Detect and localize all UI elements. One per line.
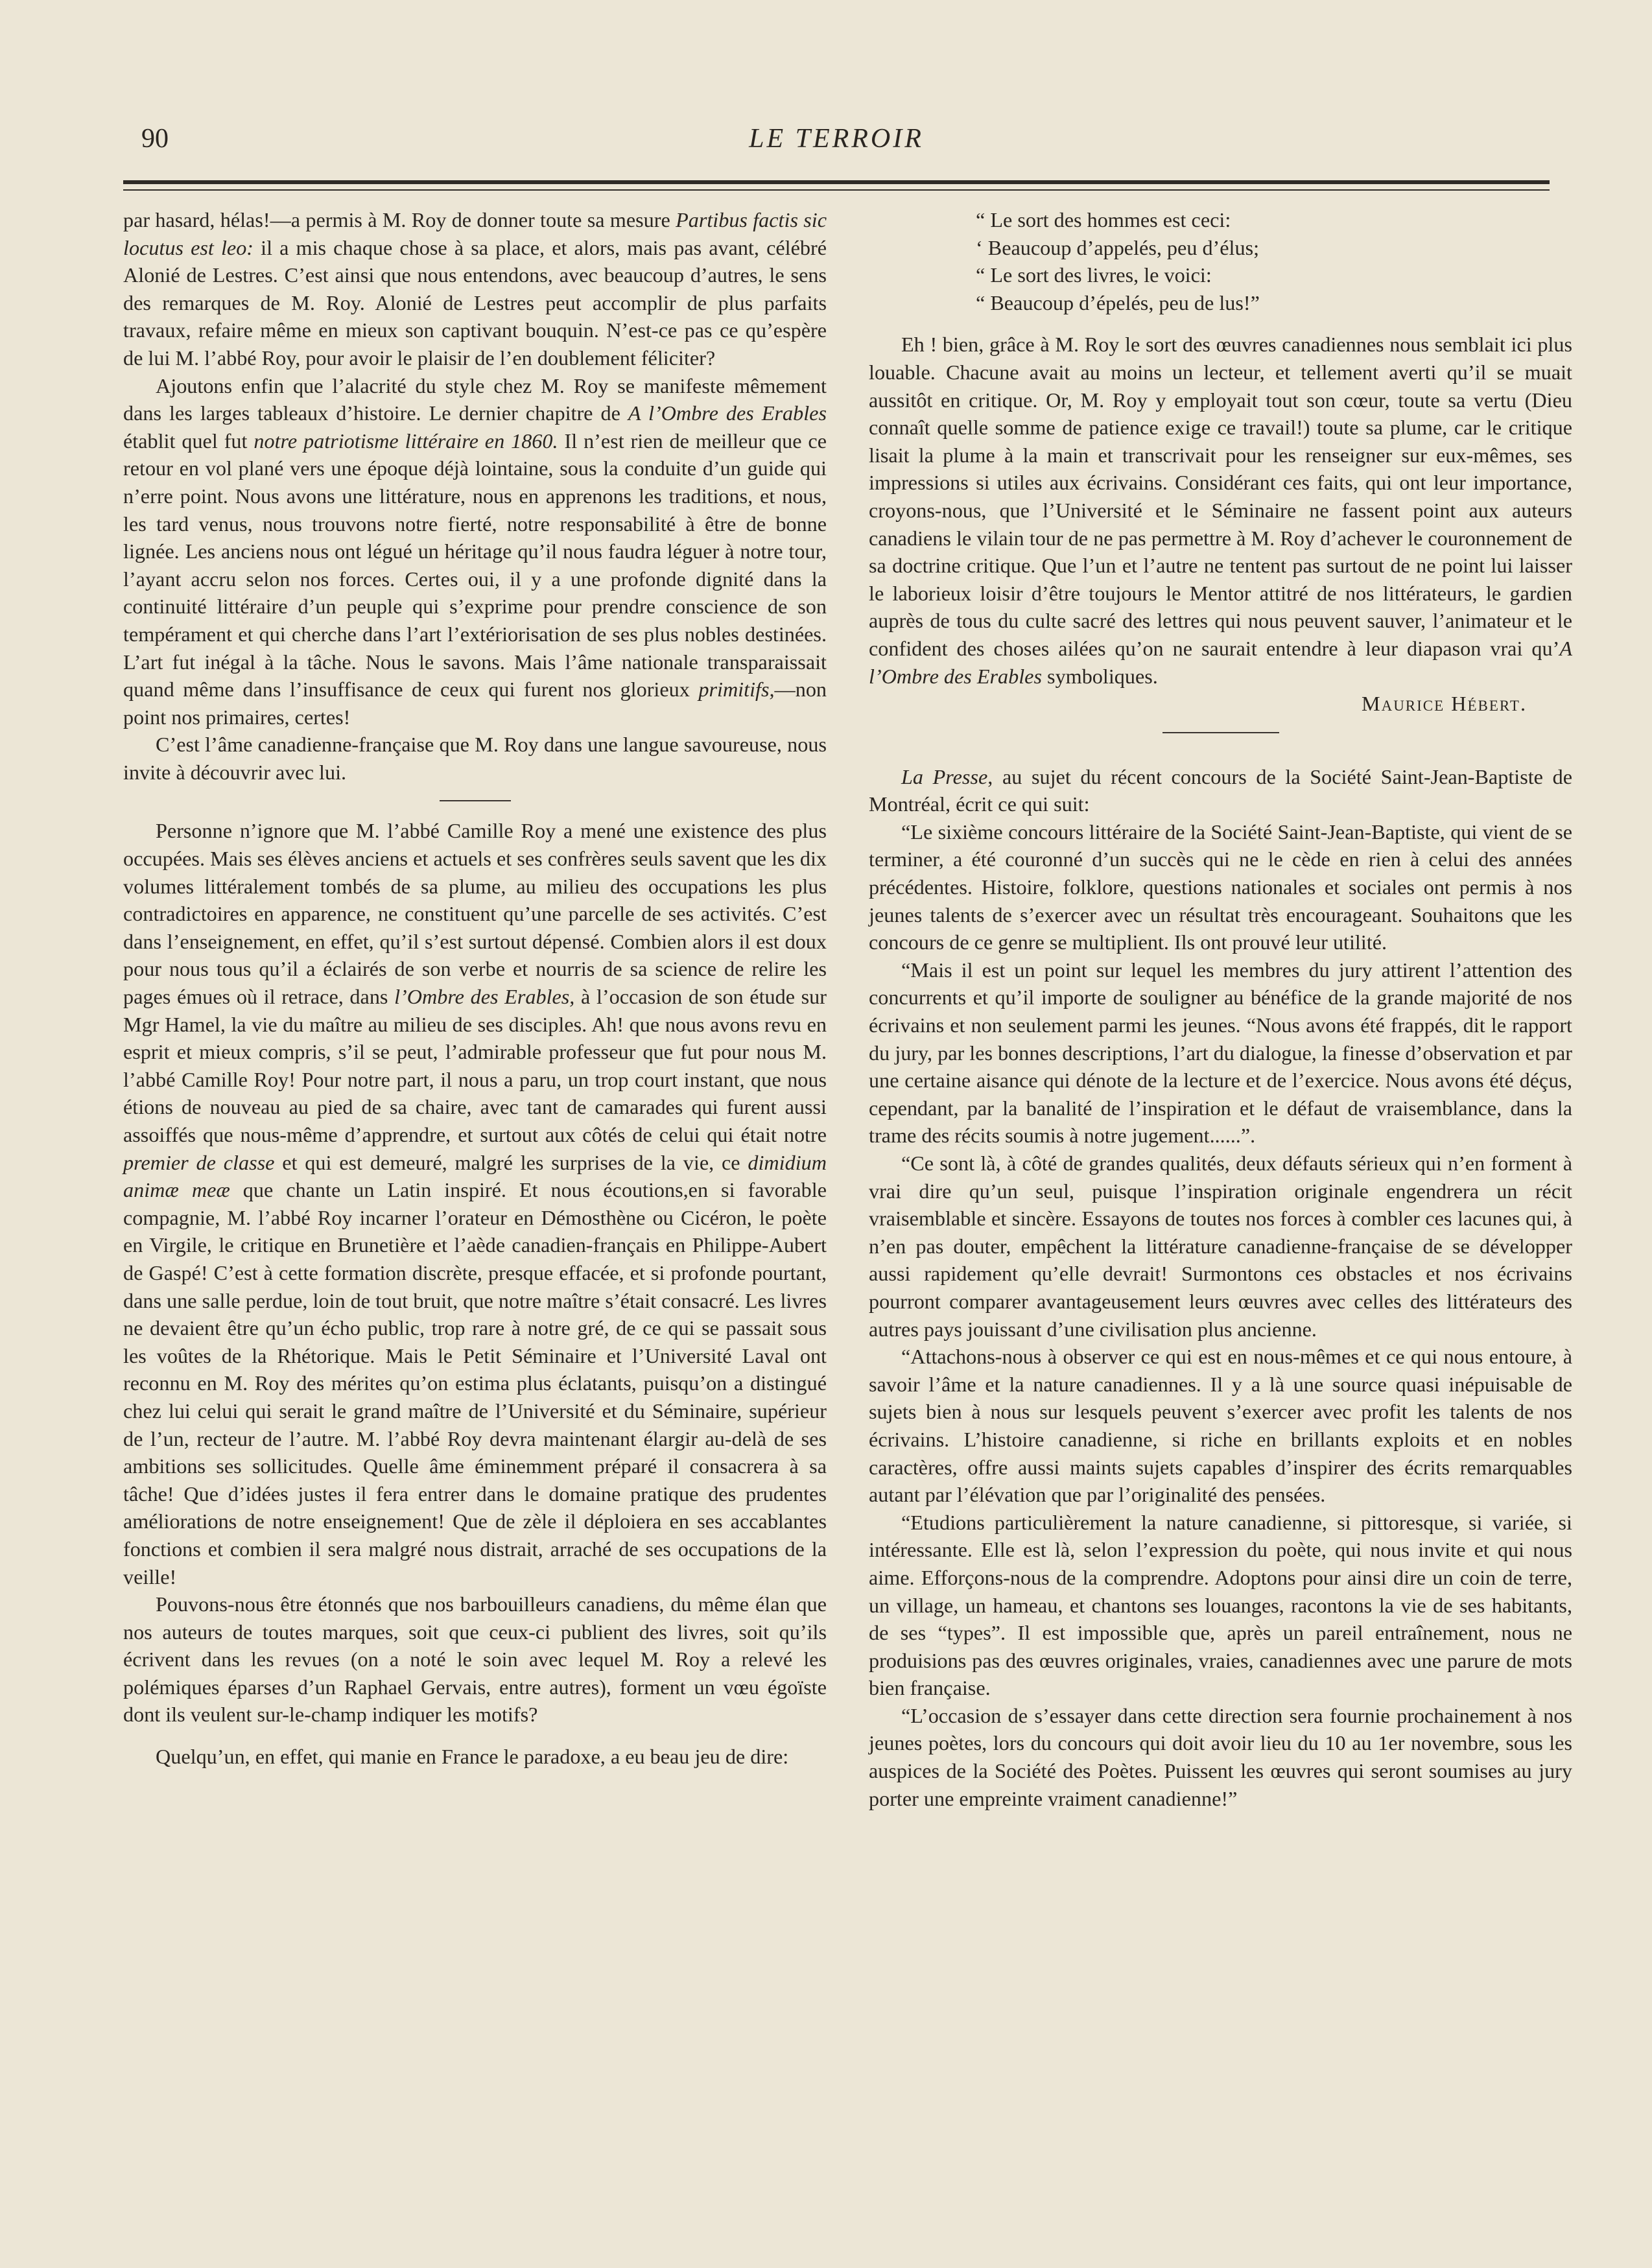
latin-phrase: dimidium animæ meæ [123,1150,827,1202]
paragraph: Pouvons-nous être étonnés que nos barbouilleurs canadiens, du même élan que nos auteurs de toutes marques, soit que ceux-ci publient des livres, soit qu’ils écrivent dans les revues (on a noté le soin avec lequel M. Roy a relevé les polémiques éparses d’un Raphael Gervais, entre autres), forment un vœu égoïste dont ils veulent sur-le-champ indiquer les motifs? [123,1592,827,1727]
verse-line: “ Beaucoup d’épelés, peu de lus!” [976,290,1260,314]
text: que chante un Latin inspiré. Et nous écoutions,en si favorable compagnie, M. l’abbé Roy incarner l’orateur en Démosthène ou Cicéron, le poète en Virgile, le critique en Brunetière et l’aède canadien-français en Philippe-Aubert de Gaspé! C’est à cette formation discrète, presque effacée, et si profonde pourtant, dans une salle perdue, loin de tout bruit, que notre maître s’était consacré. Les livres ne devaient être qu’un écho public, trop rare à notre gré, de ce qui se passait sous les voûtes de la Rhétorique. Mais le Petit Séminaire et l’Université Laval ont reconnu en M. Roy des mérites qu’on estima plus éclatants, puisqu’on a distingué chez lui celui qui serait le grand maître de l’Université et du Séminaire, supérieur de l’un, recteur de l’autre. M. l’abbé Roy devra maintenant élargir au-delà de ses ambitions ses sollicitudes. Quelle âme éminemment préparé il consacrera à sa tâche! Que d’idées justes il fera entrer dans le domaine pratique des prudentes améliorations de notre enseignement! Que de zèle il déploiera en ses accablantes fonctions et combien il sera malgré nous distrait, arraché de ses occupations de la veille! [123,1178,827,1589]
text: établit quel fut [123,429,254,453]
newspaper-name: La Presse [901,764,988,788]
latin-quote: Partibus factis sic locutus est leo: [123,208,827,259]
verse-line: “ Le sort des hommes est ceci: [976,208,1231,231]
paragraph [123,817,827,1590]
italic-word: primitifs, [698,678,775,702]
text: Ajoutons enfin que l’alacrité du style chez M. Roy se manifeste mêmement dans les larges tableaux d’histoire. Le dernier chapitre de [123,373,827,425]
book-title: l’Ombre des Erables, [394,985,575,1009]
paragraph: “Attachons-nous à observer ce qui est en nous-mêmes et ce qui nous entoure, à savoir l’âme et la nature canadiennes. Il y a là une source quasi inépuisable de sujets bien à nous sur lesquels peuvent s’exercer avec profit les talents de nos écrivains. L’histoire canadienne, si riche en brillants exploits et en nobles caractères, offre aussi maints sujets capables d’inspirer des écrits remarquables autant par l’élévation que par l’originalité des pensées. [869,1345,1572,1507]
paragraph: “Ce sont là, à côté de grandes qualités, deux défauts sérieux qui n’en forment à vrai dire qu’un seul, puisque l’inspiration originale engendrera un récit vraisemblable et sincère. Essayons de toutes nos forces à combler ces lacunes qui, à n’en pas douter, empêchent la littérature canadienne-française de se développer aussi rapidement qu’elle devrait! Surmontons ces obstacles et nos écrivains pourront comparer avantageusement leurs œuvres avec celles des littérateurs des autres pays jouissant d’une civilisation plus ancienne. [869,1152,1572,1341]
verse-line: “ Le sort des livres, le voici: [976,263,1212,287]
text: Personne n’ignore que M. l’abbé Camille Roy a mené une existence des plus occupées. Mais ses élèves anciens et actuels et ses confrères seuls savent que les dix volumes littéralement tombés de sa plume, au milieu des occupations les plus contradictoires en apparence, ne constituent qu’une parcelle de ses activités. C’est dans l’enseignement, en effet, qu’il s’est surtout dépensé. Combien alors il est doux pour nous tous qu’il a éclairés de son verbe et nourris de sa science de relire les pages émues où il retrace, dans [123,819,827,1009]
spacer [123,1729,827,1743]
paragraph: “L’occasion de s’essayer dans cette direction sera fournie prochainement à nos jeunes poètes, lors du concours qui doit avoir lieu du 10 au 1er novembre, sous les auspices de la Société des Poètes. Puissent les œuvres qui seront soumises au jury porter une empreinte vraiment canadienne!” [869,1703,1572,1810]
paragraph: “Etudions particulièrement la nature canadienne, si pittoresque, si variée, si intéressante. Elle est là, selon l’expression du poète, qui nous invite et qui nous aime. Efforçons-nous de la comprendre. Adoptons pour ainsi dire un coin de terre, un village, un hameau, et chantons ses louanges, racontons la vie de ses habitants, de ses “types”. Il est impossible que, après un pareil entraînement, nous ne produisions pas des œuvres originales, vraies, canadiennes avec une parure de mots bien française. [869,1510,1572,1700]
text: Eh ! bien, grâce à M. Roy le sort des œuvres canadiennes nous semblait ici plus louable. Chacune avait au moins un lecteur, et tellement averti qu’il se muait aussitôt en critique. Or, M. Roy y employait tout son cœur, toute sa vertu (Dieu connaît quelle somme de patience exige ce travail!) toute sa plume, car le critique lisait la plume à la main et transcrivait pour les renseigner sur eux-mêmes, ses impressions si utiles aux écrivains. Considérant ces faits, qui ont leur importance, croyons-nous, que l’Université et le Séminaire ne fassent point aux auteurs canadiens le vilain tour de ne pas permettre à M. Roy d’achever le couronnement de sa doctrine critique. Que l’un et l’autre ne tentent pas surtout de ne point lui laisser le laborieux loisir d’être toujours le Mentor attitré de nos littérateurs, le gardien auprès de tous du culte sacré des lettres qui nous peuvent sauver, l’animateur et le confident des choses ailées qu’on ne saurait entendre à leur diapason vrai qu’ [869,333,1572,660]
paragraph: “Le sixième concours littéraire de la Société Saint-Jean-Baptiste, qui vient de se terminer, a été couronné d’un succès qui ne le cède en rien à celui des années précédentes. Histoire, folklore, questions nationales et sociales ont permis à nos jeunes talents de s’exercer avec un résultat très encourageant. Souhaitons que les concours de ce genre se multiplient. Ils ont prouvé leur utilité. [869,820,1572,954]
text: et qui est demeuré, malgré les surprises de la vie, ce [274,1150,748,1174]
spacer [869,749,1572,763]
paragraph: “Mais il est un point sur lequel les membres du jury attirent l’attention des concurrents et qu’il importe de souligner au bénéfice de la grande majorité de nos écrivains et non seulement parmi les jeunes. “Nous avons été frappés, dit le rapport du jury, par les bonnes descriptions, l’art du dialogue, la finesse d’observation et par une certaine aisance qui dénote de la lecture et de l’exercice. Nous avons été déçus, cependant, par la banalité de l’inspiration et le défaut de vraisemblance, dans la trame des récits soumis à notre jugement......”. [869,958,1572,1148]
section-separator [440,800,511,801]
verse-line: ‘ Beaucoup d’appelés, peu d’élus; [976,235,1260,259]
right-column [869,206,1572,1812]
paragraph: C’est l’âme canadienne-française que M. Roy dans une langue savoureuse, nous invite à découvrir avec lui. [123,733,827,784]
text: symboliques. [1042,664,1158,688]
text: il a mis chaque chose à sa place, et alors, mais pas avant, célébré Alonié de Lestres. C’est ainsi que nous entendons, avec beaucoup d’autres, le sens des remarques de M. Roy. Alonié de Lestres peut accomplir de plus parfaits travaux, refaire même en mieux son captivant bouquin. N’est-ce pas ce qu’espère de lui M. l’abbé Roy, pour avoir le plaisir de l’en doublement féliciter? [123,235,827,370]
book-title: A l’Ombre des Erables [869,636,1572,688]
text: , au sujet du récent concours de la Société Saint-Jean-Baptiste de Montréal, écrit ce qui suit: [869,764,1572,816]
left-column [123,206,827,1771]
verse-quote [869,206,1572,316]
page-number: 90 [141,124,169,154]
text: à l’occasion de son étude sur Mgr Hamel, la vie du maître au milieu de ses disciples. Ah! que nous avons revu en esprit et mieux compris, s’il se peut, l’admirable professeur que fut pour nous M. l’abbé Camille Roy! Pour notre part, il nous a paru, un trop court instant, que nous étions de nouveau au pied de sa chaire, avec tant de camarades qui furent aussi assoiffés que nous-même d’apprendre, et surtout aux côtés de celui qui était notre [123,985,827,1146]
text: Il n’est rien de meilleur que ce retour en vol plané vers une époque déjà lointaine, sous la conduite d’un guide qui n’erre point. Nous avons une littérature, nous en apprenons les traditions, et nous, les tard venus, nous trouvons notre fierté, notre responsabilité à être de bonne lignée. Les anciens nous ont légué un héritage qu’il nous faudra léguer à notre tour, l’ayant accru selon nos forces. Certes oui, il y a une profonde dignité dans la continuité littéraire d’un peuple qui s’exprime pour prendre conscience de son tempérament et qui cherche dans l’art l’extériorisation de ses plus nobles destinées. L’art fut inégal à la tâche. Nous le savons. Mais l’âme nationale transparaissait quand même dans l’insuffisance de ceux qui furent nos glorieux [123,429,827,702]
text: —non point nos primaires, certes! [123,678,827,729]
author-signature: Maurice Hébert. [1361,692,1527,716]
paragraph [123,372,827,731]
header-rule-thick [123,180,1550,184]
text: par hasard, hélas!—a permis à M. Roy de donner toute sa mesure [123,208,670,231]
paragraph [869,763,1572,818]
chapter-title: notre patriotisme littéraire en 1860. [254,429,558,453]
paragraph [869,331,1572,690]
section-separator [1162,732,1279,733]
page-header [123,123,1550,169]
spacer [869,316,1572,331]
paragraph: Quelqu’un, en effet, qui manie en France le paradoxe, a eu beau jeu de dire: [156,1745,789,1769]
header-rule-thin [123,189,1550,191]
paragraph [123,206,827,372]
running-title: LE TERROIR [749,124,924,154]
book-title: A l’Ombre des Erables [628,401,827,425]
italic-phrase: premier de classe [123,1150,275,1174]
